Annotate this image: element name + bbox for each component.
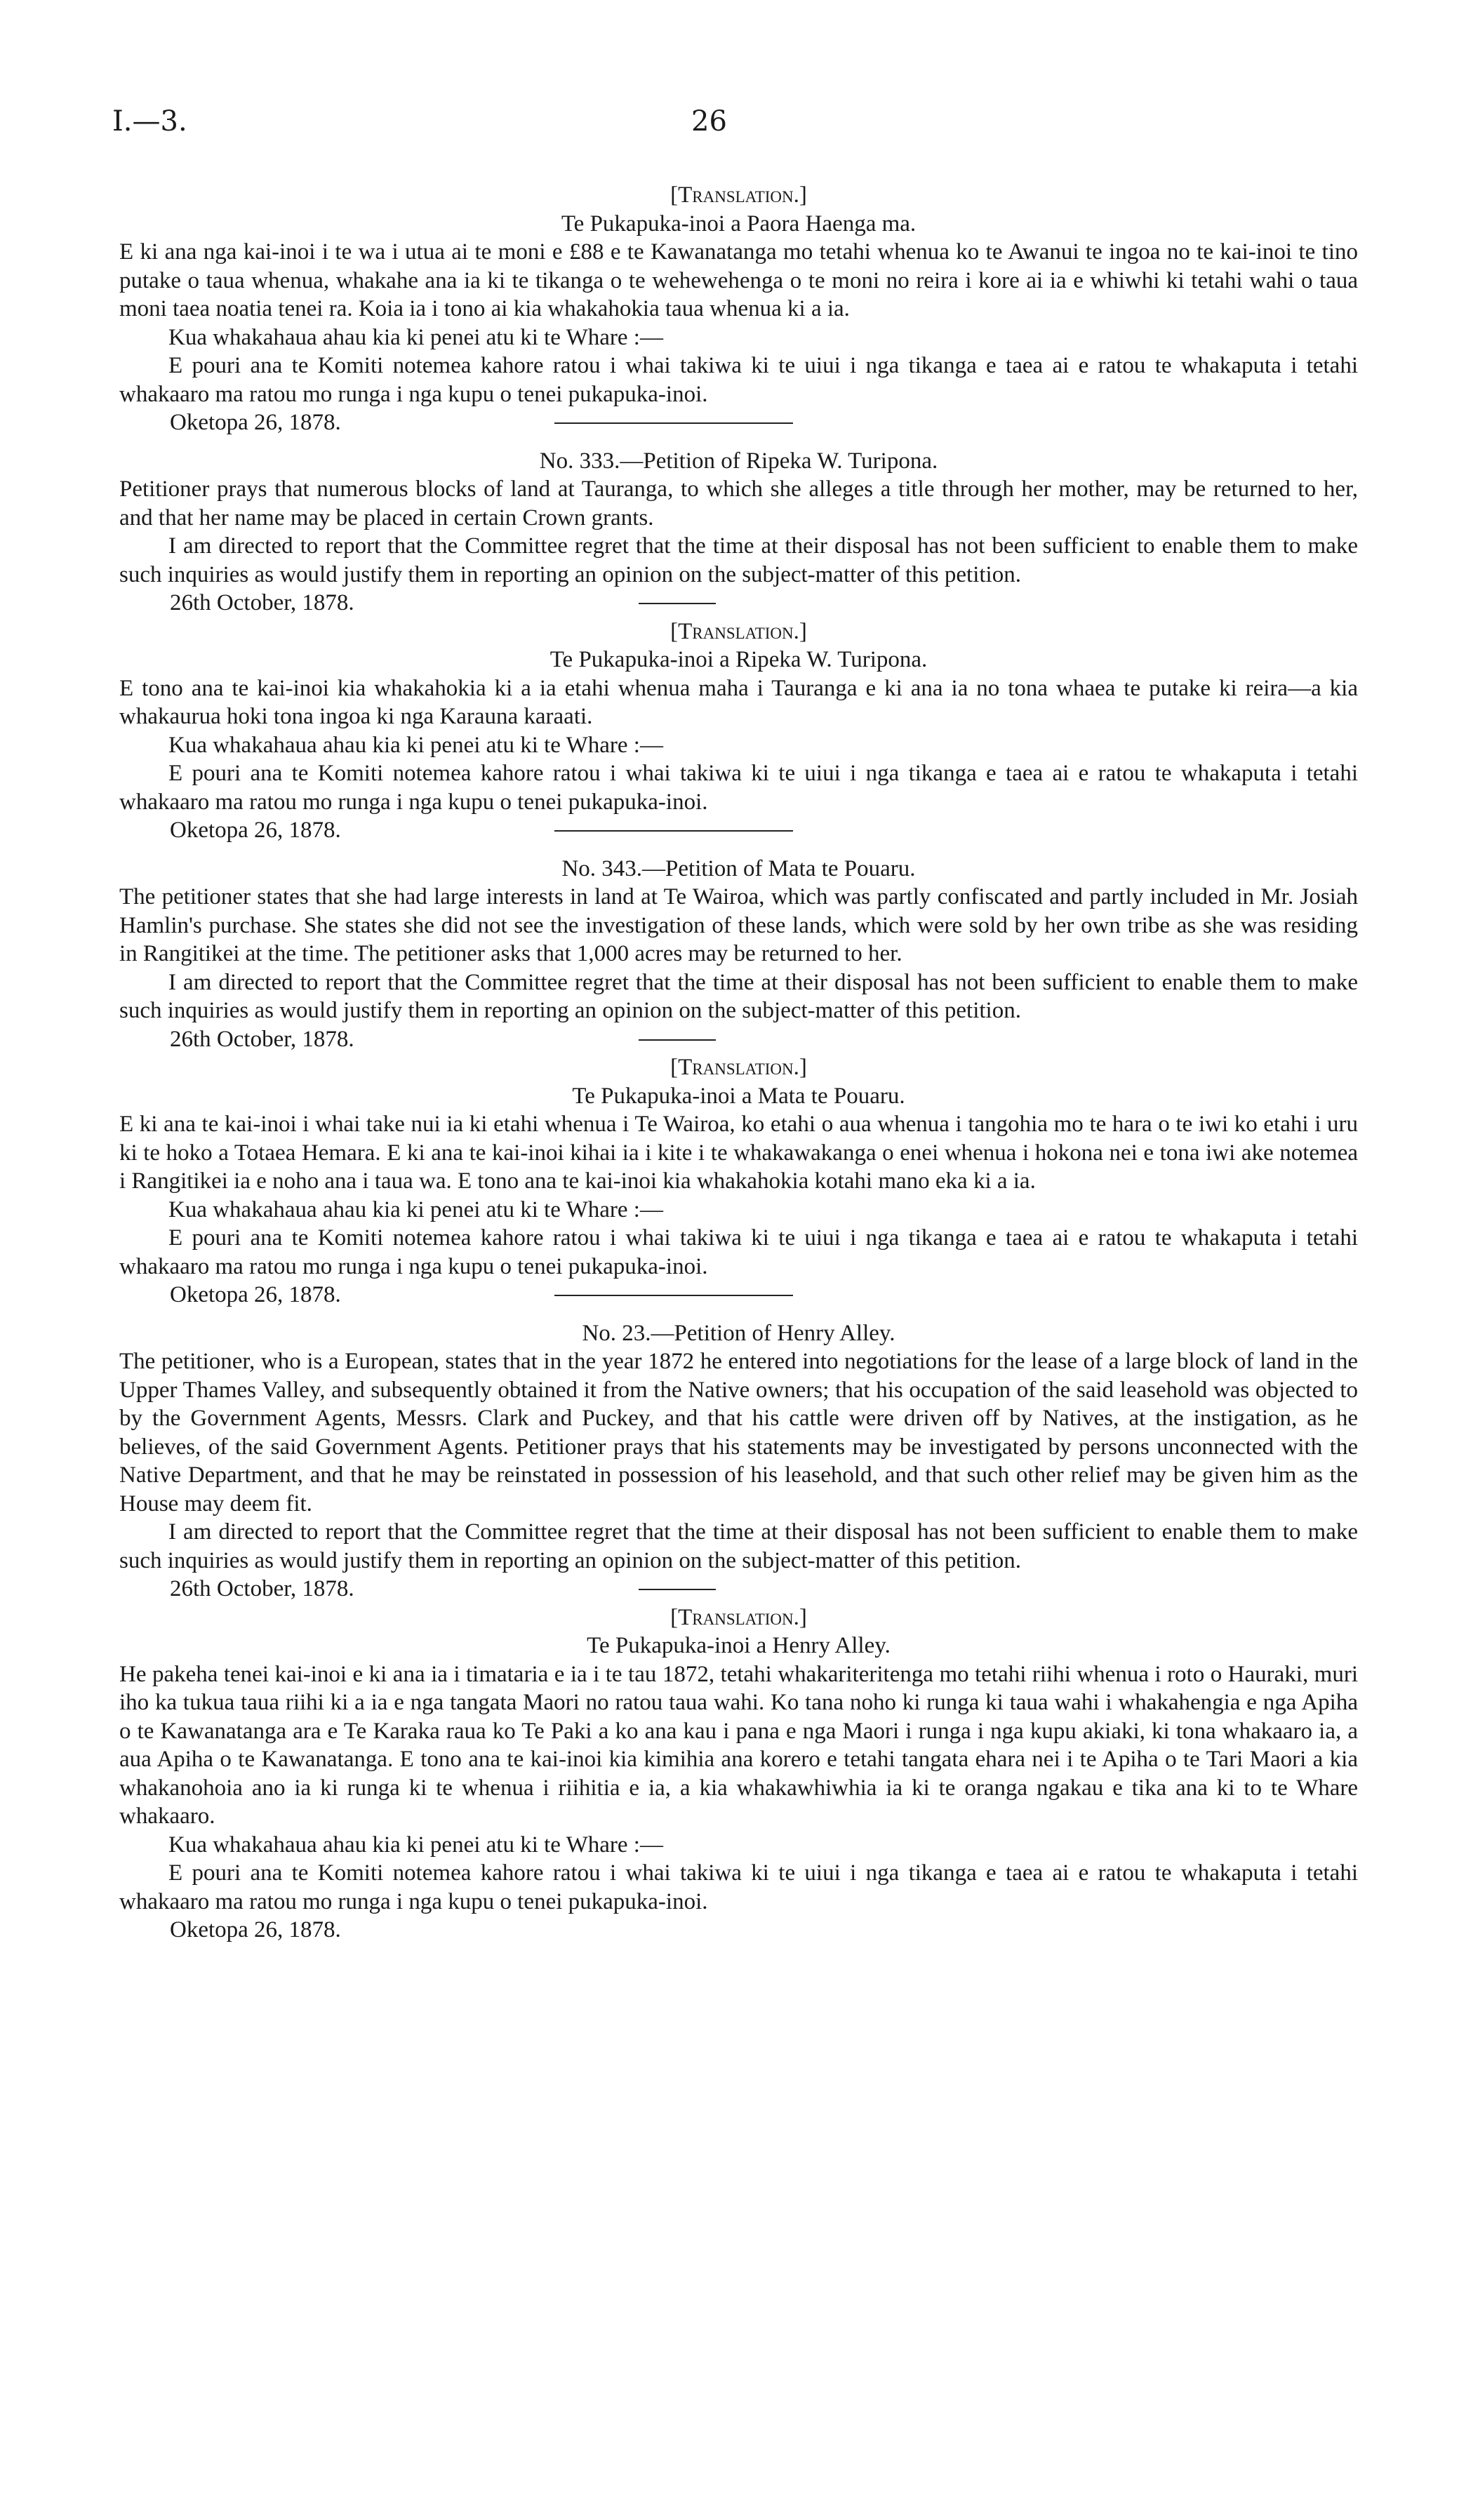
paragraph: The petitioner, who is a European, states that in the year 1872 he entered into negotiations for the lease of a large block of land in the Upper Thames Valley, and subsequently obtained it from the Native owners; that his occupation of the said leasehold was objected to by the Government Agents, Messrs. Clark and Puckey, and that his cattle were driven off by Natives, at the instigation, as he believes, of the said Government Agents. Petitioner prays that his statements may be investigated by persons unconnected with the Native Department, and that he may be reinstated in possession of his leasehold, and that such other relief may be given him as the House may deem fit. bbox=[119, 1349, 1358, 1516]
paragraph: E pouri ana te Komiti notemea kahore ratou i whai takiwa ki te uiui i nga tikanga e taea ai e ratou te whakaputa i tetahi whakaaro ma ratou mo runga i nga kupu o tenei pukapuka-inoi. bbox=[119, 1860, 1358, 1914]
translation-heading: [Translation.] bbox=[670, 618, 807, 644]
section-title: No. 23.—Petition of Henry Alley. bbox=[582, 1320, 895, 1346]
date-text: Oketopa 26, 1878. bbox=[170, 818, 341, 843]
paragraph: I am directed to report that the Committee regret that the time at their disposal has not been sufficient to enable them to make such inquiries as would justify them in reporting an opinion on the subject-matter of this petition. bbox=[119, 969, 1358, 1023]
section-title: No. 333.—Petition of Ripeka W. Turipona. bbox=[539, 448, 938, 474]
paragraph: E pouri ana te Komiti notemea kahore ratou i whai takiwa ki te uiui i nga tikanga e taea ai e ratou te whakaputa i tetahi whakaaro ma ratou mo runga i nga kupu o tenei pukapuka-inoi. bbox=[119, 1225, 1358, 1279]
report-code: I.—3. bbox=[112, 105, 187, 138]
date-line bbox=[119, 1025, 1358, 1054]
paragraph: I am directed to report that the Committee regret that the time at their disposal has not been sufficient to enable them to make such inquiries as would justify them in reporting an opinion on the subject-matter of this petition. bbox=[119, 533, 1358, 587]
paragraph: Kua whakahaua ahau kia ki penei atu ki te Whare :— bbox=[168, 324, 663, 350]
translation-heading: [Translation.] bbox=[670, 1604, 807, 1630]
translation-heading: [Translation.] bbox=[670, 182, 807, 208]
paragraph: Kua whakahaua ahau kia ki penei atu ki te Whare :— bbox=[168, 1196, 663, 1222]
date-line bbox=[119, 408, 1358, 437]
section-divider bbox=[639, 1039, 716, 1041]
page-number: 26 bbox=[691, 105, 727, 138]
paragraph: E pouri ana te Komiti notemea kahore ratou i whai takiwa ki te uiui i nga tikanga e taea ai e ratou te whakaputa i tetahi whakaaro ma ratou mo runga i nga kupu o tenei pukapuka-inoi. bbox=[119, 353, 1358, 407]
paragraph: I am directed to report that the Committee regret that the time at their disposal has not been sufficient to enable them to make such inquiries as would justify them in reporting an opinion on the subject-matter of this petition. bbox=[119, 1519, 1358, 1573]
section-title: Te Pukapuka-inoi a Ripeka W. Turipona. bbox=[549, 647, 928, 672]
section-title: No. 343.—Petition of Mata te Pouaru. bbox=[561, 855, 916, 881]
date-line bbox=[119, 816, 1358, 845]
section-divider bbox=[554, 830, 793, 832]
date-text: Oketopa 26, 1878. bbox=[170, 410, 341, 435]
date-text: Oketopa 26, 1878. bbox=[170, 1282, 341, 1307]
date-line bbox=[119, 1575, 1358, 1604]
section-divider bbox=[554, 1295, 793, 1296]
date-line bbox=[119, 589, 1358, 618]
section-divider bbox=[554, 422, 793, 424]
paragraph: E pouri ana te Komiti notemea kahore ratou i whai takiwa ki te uiui i nga tikanga e taea ai e ratou te whakaputa i tetahi whakaaro ma ratou mo runga i nga kupu o tenei pukapuka-inoi. bbox=[119, 761, 1358, 815]
paragraph: E ki ana nga kai-inoi i te wa i utua ai te moni e £88 e te Kawanatanga mo tetahi whenua ko te Awanui te ingoa no te kai-inoi te tino putake o taua whenua, whakahe ana ia ki te tikanga o te wehewehenga o te moni no reira i kore ai ia e whiwhi ki tetahi wahi o taua moni taea noatia tenei ra. Koia ia i tono ai kia whakahokia taua whenua ki a ia. bbox=[119, 239, 1358, 321]
paragraph: He pakeha tenei kai-inoi e ki ana ia i timataria e ia i te tau 1872, tetahi whakariteritenga mo tetahi riihi whenua i roto o Hauraki, muri iho ka tukua taua riihi ki a ia e nga tangata Maori no ratou taua wahi. Ko tana noho ki runga ki taua wahi i whakahengia e nga Apiha o te Kawanatanga ara e Te Karaka raua ko Te Paki a ko ana kau i pana e nga Maori i runga i nga kupu akiaki, ki tona whakaaro ia, a aua Apiha o te Kawanatanga. E tono ana te kai-inoi kia kimihia ana korero e tetahi tangata ehara nei i te Apiha o te Tari Maori a kia whakanohoia ano ia ki runga ki te whenua i riihitia e ia, a kia whakawhiwhia ia ki te oranga ngakau e tika ana ki to te Whare whakaaro. bbox=[119, 1661, 1358, 1829]
paragraph: E ki ana te kai-inoi i whai take nui ia ki etahi whenua i Te Wairoa, ko etahi o aua whenua i tangohia mo te hara o te iwi ko etahi i uru ki te hoko a Totaea Hemara. E ki ana te kai-inoi kihai ia i kite i te whakawakanga o enei whenua i hokona nei e tona iwi ake notemea i Rangitikei ia e noho ana i taua wa. E tono ana te kai-inoi kia whakahokia kotahi mano eka ki a ia. bbox=[119, 1112, 1358, 1194]
document-body bbox=[119, 181, 1358, 1945]
section-divider bbox=[639, 603, 716, 604]
paragraph: Kua whakahaua ahau kia ki penei atu ki te Whare :— bbox=[168, 732, 663, 758]
date-text: Oketopa 26, 1878. bbox=[170, 1917, 341, 1942]
paragraph: E tono ana te kai-inoi kia whakahokia ki a ia etahi whenua maha i Tauranga e ki ana ia no tona whaea te putake ki reira—a kia whakaurua hoki tona ingoa ki nga Karauna karaati. bbox=[119, 675, 1358, 729]
translation-heading: [Translation.] bbox=[670, 1055, 807, 1080]
paragraph: The petitioner states that she had large interests in land at Te Wairoa, which was partly confiscated and partly included in Mr. Josiah Hamlin's purchase. She states she did not see the investigation of these lands, which were sold by her own tribe as she was residing in Rangitikei at the time. The petitioner asks that 1,000 acres may be returned to her. bbox=[119, 884, 1358, 966]
date-line bbox=[119, 1916, 1358, 1945]
date-text: 26th October, 1878. bbox=[170, 1026, 354, 1052]
section-title: Te Pukapuka-inoi a Mata te Pouaru. bbox=[572, 1083, 905, 1109]
section-title: Te Pukapuka-inoi a Henry Alley. bbox=[587, 1633, 891, 1658]
date-text: 26th October, 1878. bbox=[170, 1576, 354, 1601]
date-line bbox=[119, 1281, 1358, 1309]
date-text: 26th October, 1878. bbox=[170, 590, 354, 615]
section-divider bbox=[639, 1589, 716, 1590]
section-title: Te Pukapuka-inoi a Paora Haenga ma. bbox=[561, 211, 917, 236]
paragraph: Kua whakahaua ahau kia ki penei atu ki te Whare :— bbox=[168, 1832, 663, 1858]
paragraph: Petitioner prays that numerous blocks of land at Tauranga, to which she alleges a title through her mother, may be returned to her, and that her name may be placed in certain Crown grants. bbox=[119, 476, 1358, 531]
